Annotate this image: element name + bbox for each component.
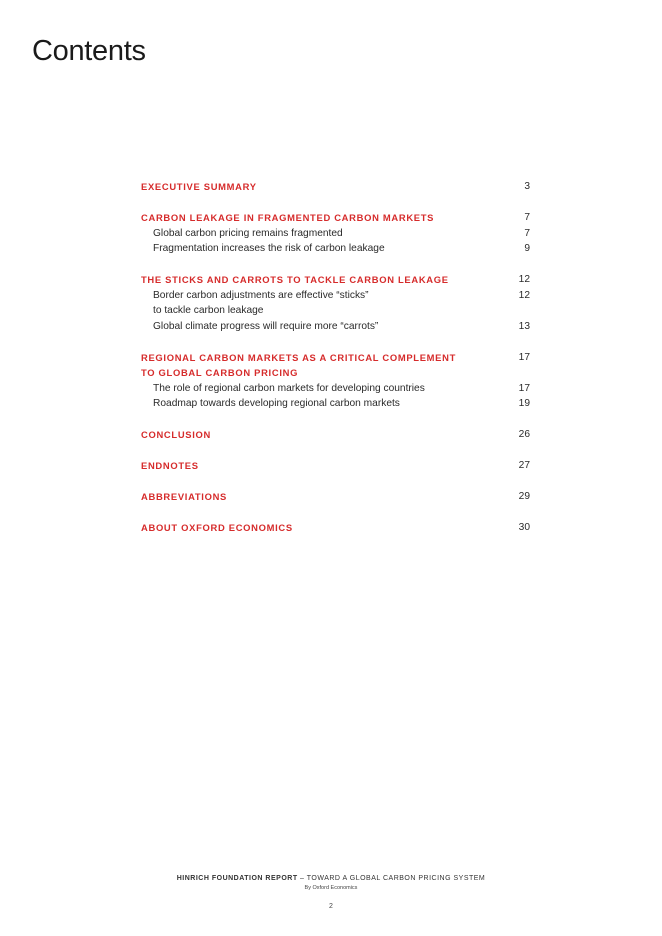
toc-spacer xyxy=(141,257,530,273)
page-footer xyxy=(0,874,662,892)
table-of-contents xyxy=(141,179,530,536)
toc-page-number: 7 xyxy=(524,227,530,239)
toc-entry-label: ABBREVIATIONS xyxy=(141,491,228,502)
toc-subentry-label: Roadmap towards developing regional carbon markets xyxy=(153,398,400,409)
toc-page-number: 29 xyxy=(518,491,530,502)
toc-page-number: 13 xyxy=(518,320,530,332)
toc-entry-executive-summary[interactable] xyxy=(141,179,530,195)
toc-entry-conclusion[interactable] xyxy=(141,427,530,443)
toc-entry-label: REGIONAL CARBON MARKETS AS A CRITICAL COMPLEMENT xyxy=(141,351,457,363)
toc-spacer xyxy=(141,334,530,350)
toc-entry-about[interactable] xyxy=(141,520,530,536)
toc-entry-label: EXECUTIVE SUMMARY xyxy=(141,181,257,192)
toc-entry-sticks-carrots[interactable] xyxy=(141,272,530,288)
footer-byline: By Oxford Economics xyxy=(304,885,358,891)
toc-subentry-label: Border carbon adjustments are effective “sticks” xyxy=(153,289,369,301)
toc-page-number: 9 xyxy=(524,243,530,254)
toc-page-number: 17 xyxy=(518,351,530,363)
footer-title-line xyxy=(0,874,662,884)
toc-subentry-label: Global carbon pricing remains fragmented xyxy=(153,227,343,239)
toc-entry-regional-markets[interactable] xyxy=(141,350,530,366)
page-number: 2 xyxy=(329,903,333,910)
toc-page-number: 27 xyxy=(518,460,530,471)
toc-page-number: 7 xyxy=(524,212,530,223)
toc-page-number: 30 xyxy=(518,522,530,533)
toc-entry-regional-markets-continued[interactable] xyxy=(141,365,530,381)
toc-subentry-more-carrots[interactable] xyxy=(141,319,530,335)
toc-subentry-border-adjustments-continued[interactable] xyxy=(141,303,530,319)
toc-page-number: 19 xyxy=(518,398,530,409)
toc-subentry-developing-countries[interactable] xyxy=(141,381,530,397)
footer-report-name: HINRICH FOUNDATION REPORT xyxy=(176,875,298,882)
toc-page-number: 3 xyxy=(524,181,530,192)
toc-entry-label: CARBON LEAKAGE IN FRAGMENTED CARBON MARKETS xyxy=(141,212,435,223)
toc-page-number: 12 xyxy=(518,274,530,285)
page-title: Contents xyxy=(32,35,146,67)
toc-subentry-roadmap[interactable] xyxy=(141,396,530,412)
toc-spacer xyxy=(141,474,530,490)
footer-report-subtitle: TOWARD A GLOBAL CARBON PRICING SYSTEM xyxy=(306,875,486,882)
toc-entry-label: TO GLOBAL CARBON PRICING xyxy=(141,367,299,378)
toc-subentry-label: The role of regional carbon markets for developing countries xyxy=(153,382,425,394)
toc-entry-carbon-leakage[interactable] xyxy=(141,210,530,226)
toc-subentry-label: to tackle carbon leakage xyxy=(153,305,264,316)
toc-page-number: 17 xyxy=(518,382,530,394)
toc-spacer xyxy=(141,412,530,428)
toc-entry-abbreviations[interactable] xyxy=(141,489,530,505)
toc-spacer xyxy=(141,195,530,211)
footer-separator: – xyxy=(297,875,307,882)
toc-subentry-leakage-risk[interactable] xyxy=(141,241,530,257)
toc-page-number: 12 xyxy=(518,289,530,301)
toc-subentry-border-adjustments[interactable] xyxy=(141,288,530,304)
toc-spacer xyxy=(141,443,530,459)
toc-entry-endnotes[interactable] xyxy=(141,458,530,474)
toc-subentry-label: Global climate progress will require more “carrots” xyxy=(153,320,379,332)
toc-page-number: 26 xyxy=(518,429,530,440)
toc-entry-label: THE STICKS AND CARROTS TO TACKLE CARBON LEAKAGE xyxy=(141,274,449,285)
toc-entry-label: CONCLUSION xyxy=(141,429,212,440)
toc-entry-label: ABOUT OXFORD ECONOMICS xyxy=(141,522,293,533)
toc-entry-label: ENDNOTES xyxy=(141,460,199,471)
toc-subentry-label: Fragmentation increases the risk of carbon leakage xyxy=(153,243,385,254)
toc-spacer xyxy=(141,505,530,521)
toc-subentry-fragmented-pricing[interactable] xyxy=(141,226,530,242)
